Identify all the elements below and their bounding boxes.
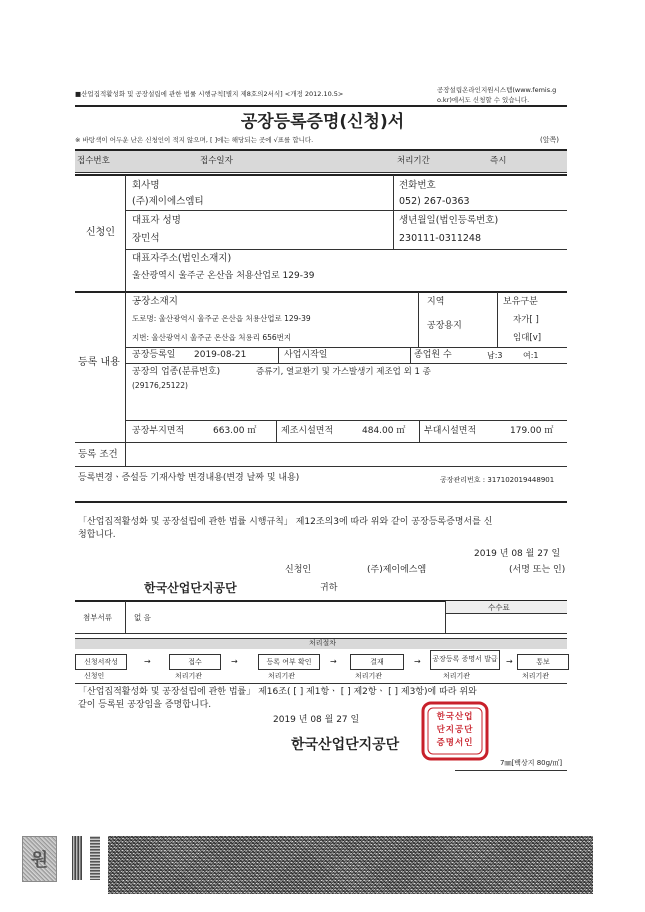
birth-label: 생년월일(법인등록번호)	[399, 215, 499, 226]
reg-date-label: 공장등록일	[132, 350, 176, 360]
applicant-sign-name: (주)제이에스엠	[367, 565, 427, 575]
employees-male: 남:3	[487, 351, 503, 360]
step-issue-box: 공장등록 증명서 발급	[430, 650, 500, 670]
registration-section-label: 등록 내용	[78, 357, 120, 368]
date-row-rule	[125, 363, 567, 364]
date-divider-2	[410, 347, 411, 363]
change-history-label: 등록변경ㆍ증설등 기재사항 변경내용(변경 날짜 및 내용)	[78, 473, 300, 483]
mfg-area-value: 484.00 ㎡	[362, 426, 406, 436]
applicant-row-rule-2	[125, 249, 567, 250]
attachments-label: 첨부서류	[83, 613, 112, 622]
use-label: 공장용지	[427, 321, 462, 331]
ownership-divider	[497, 292, 498, 347]
step-owner-5: 처리기관	[443, 672, 471, 680]
instructions: ※ 바탕색이 어두운 난은 신청인이 적지 않으며, [ ]에는 해당되는 곳에 √표를 합니다.	[75, 136, 314, 144]
step-owner-3: 처리기관	[268, 672, 296, 680]
certification-statement-line2: 같이 등록된 공장임을 증명합니다.	[78, 700, 212, 710]
issuer-name: 한국산업단지공단	[291, 737, 400, 753]
recipient: 한국산업단지공단	[144, 581, 237, 595]
employees-label: 종업원 수	[414, 350, 452, 360]
step-receipt-box: 접수	[169, 654, 221, 670]
industry-value: 증류기, 열교환기 및 가스발생기 제조업 외 1 종	[256, 367, 431, 377]
step-approval-box: 결재	[350, 654, 404, 670]
mfg-area-label: 제조시설면적	[281, 426, 334, 436]
area-divider-2	[419, 420, 420, 442]
site-area-label: 공장부지면적	[132, 426, 185, 436]
sign-note: (서명 또는 인)	[509, 565, 566, 575]
process-title: 처리절차	[308, 639, 337, 647]
applicant-row-rule	[125, 210, 567, 211]
lot-address: 지번: 울산광역시 울주군 온산읍 처용리 656번지	[132, 333, 292, 342]
legal-basis: ■산업집적활성화 및 공장설립에 관한 법률 시행규칙[별지 제8호의2서식] <개정 2012.10.5>	[75, 90, 344, 98]
conditions-label: 등록 조건	[78, 449, 118, 460]
rep-label: 대표자 성명	[132, 215, 181, 226]
industry-codes: (29176,25122)	[132, 381, 188, 390]
reg-date-value: 2019-08-21	[194, 350, 247, 360]
applicant-divider	[125, 175, 126, 291]
factory-location-label: 공장소재지	[132, 296, 178, 307]
application-date: 2019 년 08 월 27 일	[474, 549, 561, 559]
page-side: (앞쪽)	[540, 136, 559, 144]
start-date-label: 사업시작일	[284, 350, 328, 360]
address-label: 대표자주소(법인소재지)	[132, 253, 232, 264]
address-value: 울산광역시 울주군 온산읍 처용산업로 129-39	[132, 271, 315, 281]
header-rule	[75, 105, 567, 107]
step-arrow-2: →	[231, 657, 238, 666]
zone-divider	[418, 292, 419, 347]
rep-value: 장민석	[132, 233, 160, 244]
application-statement-line1: 「산업집적활성화 및 공장설립에 관한 법률 시행규칙」 제12조의3에 따라 위와 같이 공장등록증명서를 신	[78, 517, 493, 527]
certification-statement-line1: 「산업집적활성화 및 공장설립에 관한 법률」 제16조( [ ] 제1항ㆍ [ ] 제2항ㆍ [ ] 제3항)에 따라 위와	[78, 687, 477, 697]
step-verify-box: 등록 여부 확인	[258, 654, 320, 670]
management-number: 공장관리번호 : 317102019448901	[440, 476, 555, 484]
process-bottom-rule	[75, 683, 567, 684]
step-owner-2: 처리기관	[175, 672, 203, 680]
changes-bottom-rule	[75, 501, 567, 503]
step-owner-4: 처리기관	[355, 672, 383, 680]
original-stamp-text: 원	[30, 850, 49, 871]
step-arrow-4: →	[414, 657, 421, 666]
attachments-bottom-rule	[75, 633, 567, 634]
processing-value: 즉시	[490, 156, 507, 166]
own-option: 자가[ ]	[513, 315, 539, 325]
step-arrow-3: →	[330, 657, 337, 666]
step-arrow-5: →	[506, 657, 513, 666]
conditions-divider	[125, 442, 126, 466]
page-title: 공장등록증명(신청)서	[240, 112, 405, 132]
date-divider-1	[278, 347, 279, 363]
location-row-rule	[125, 347, 567, 348]
processing-label: 처리기간	[397, 156, 430, 166]
online-note-line2: o.kr)에서도 신청할 수 있습니다.	[437, 96, 530, 104]
phone-label: 전화번호	[399, 180, 436, 191]
applicant-sign-label: 신청인	[285, 565, 312, 575]
aux-area-value: 179.00 ㎡	[510, 426, 554, 436]
step-owner-6: 처리기관	[522, 672, 550, 680]
security-pattern-left-2	[90, 836, 100, 880]
original-stamp	[22, 836, 57, 882]
employees-female: 여:1	[523, 351, 539, 360]
step-arrow-1: →	[144, 657, 151, 666]
seal-text: 한국산업단지공단증명서인	[436, 712, 474, 748]
company-value: (주)제이에스엠티	[132, 196, 204, 207]
step-application-box: 신청서작성	[75, 654, 127, 670]
aux-area-label: 부대시설면적	[424, 426, 477, 436]
company-label: 회사명	[132, 180, 160, 191]
attachments-divider	[125, 601, 126, 633]
fee-header-rule	[445, 613, 567, 614]
registration-top-rule	[75, 291, 567, 293]
step-notify-box: 통보	[517, 654, 569, 670]
official-seal	[420, 700, 490, 762]
online-note-line1: 공장설립온라인지원시스템(www.femis.g	[437, 86, 557, 94]
applicant-section-label: 신청인	[86, 227, 115, 238]
conditions-top-rule	[75, 442, 567, 443]
area-divider-1	[276, 420, 277, 442]
security-pattern-left-1	[72, 836, 82, 880]
security-pattern	[108, 836, 593, 894]
paper-spec-rule	[455, 770, 567, 771]
industry-row-rule	[125, 420, 567, 421]
lease-option: 임대[v]	[513, 333, 542, 343]
receipt-date-label: 접수일자	[200, 156, 233, 166]
application-statement-line2: 청합니다.	[78, 530, 116, 540]
certification-date: 2019 년 08 월 27 일	[273, 715, 360, 725]
recipient-honorific: 귀하	[320, 583, 338, 593]
ownership-label: 보유구분	[503, 297, 538, 307]
attachments-value: 없 음	[134, 613, 151, 622]
industry-label: 공장의 업종(분류번호)	[132, 367, 221, 377]
site-area-value: 663.00 ㎡	[213, 426, 257, 436]
paper-spec: 7㎜[백상지 80g/㎡]	[500, 759, 563, 767]
fee-label: 수수료	[488, 603, 510, 612]
zone-label: 지역	[427, 297, 445, 307]
birth-value: 230111-0311248	[399, 233, 482, 244]
receipt-no-label: 접수번호	[77, 156, 110, 166]
road-address: 도로명: 울산광역시 울주군 온산읍 처용산업로 129-39	[132, 314, 311, 323]
phone-value: 052) 267-0363	[399, 196, 470, 207]
step-owner-1: 신청인	[84, 672, 105, 680]
applicant-top-rule	[75, 174, 567, 176]
applicant-mid-divider	[393, 175, 394, 250]
conditions-bottom-rule	[75, 466, 567, 467]
